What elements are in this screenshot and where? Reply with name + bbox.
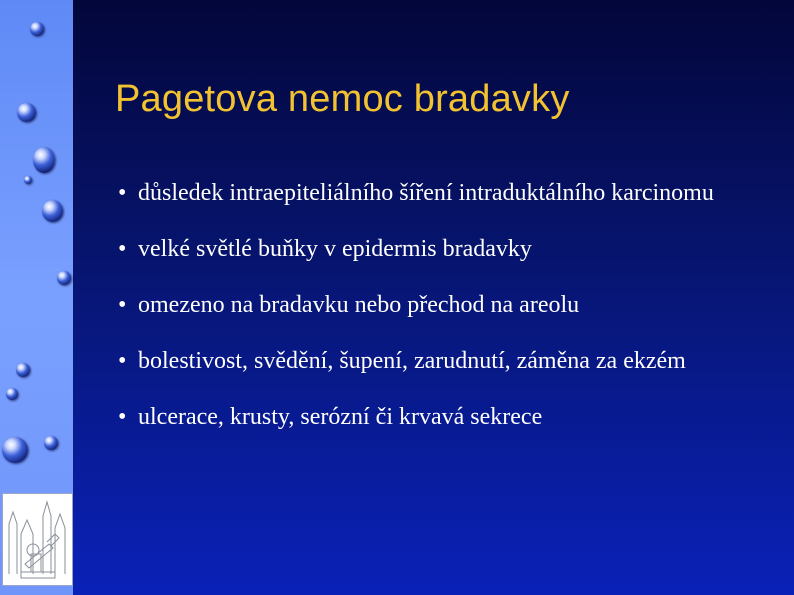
bullet-item: • bolestivost, svědění, šupení, zarudnutí, záměna za ekzém [118, 346, 758, 377]
droplet-icon [17, 103, 36, 122]
bullet-item: • důsledek intraepiteliálního šíření intraduktálního karcinomu [118, 178, 758, 209]
droplet-icon [30, 22, 44, 36]
microscope-logo-icon [3, 494, 72, 585]
bullet-item: • velké světlé buňky v epidermis bradavky [118, 234, 758, 265]
droplet-icon [24, 176, 32, 184]
bullet-item: • ulcerace, krusty, serózní či krvavá sekrece [118, 402, 758, 433]
droplet-icon [6, 388, 18, 400]
droplet-icon [16, 363, 30, 377]
bullet-list [118, 178, 758, 458]
university-logo [2, 493, 73, 586]
droplet-icon [42, 200, 63, 222]
droplet-icon [57, 271, 71, 285]
droplet-icon [33, 147, 55, 173]
droplet-icon [44, 436, 58, 450]
droplet-icon [2, 437, 28, 463]
slide-title: Pagetova nemoc bradavky [115, 78, 570, 120]
bullet-item: • omezeno na bradavku nebo přechod na areolu [118, 290, 758, 321]
sidebar-panel [0, 0, 73, 595]
